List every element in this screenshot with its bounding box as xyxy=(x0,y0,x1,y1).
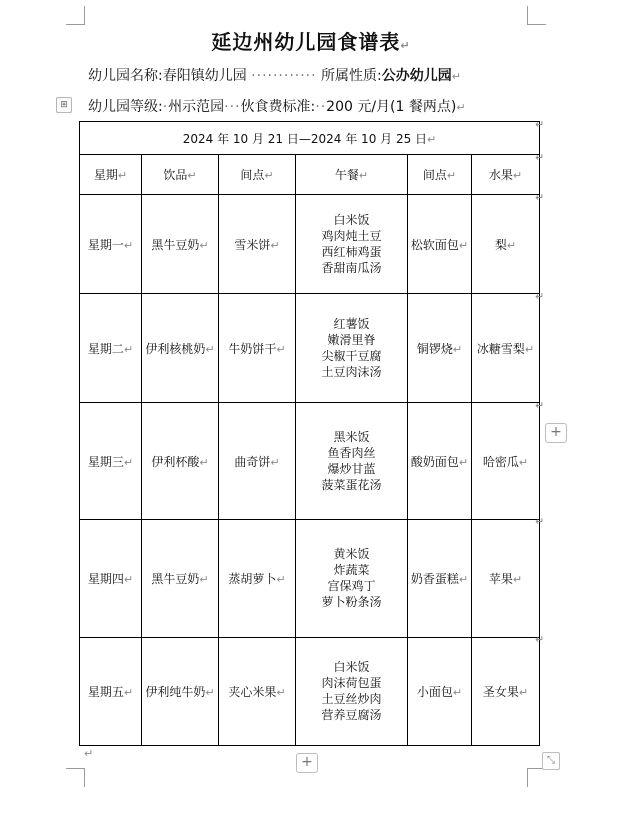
menu-table xyxy=(79,121,540,746)
lunch-cell: 白米饭 肉沫荷包蛋 土豆丝炒肉 营养豆腐汤 xyxy=(296,637,408,745)
row-end-mark: ↵ xyxy=(535,151,545,164)
row-end-mark: ↵ xyxy=(535,191,545,204)
fruit-cell: 苹果↵ xyxy=(472,519,540,637)
row-end-mark: ↵ xyxy=(535,118,545,131)
date-range-cell: 2024 年 10 月 21 日—2024 年 10 月 25 日↵ xyxy=(80,122,540,155)
snack-2-cell: 小面包↵ xyxy=(408,637,472,745)
header-lunch: 午餐↵ xyxy=(296,155,408,195)
snack-1-cell: 曲奇饼↵ xyxy=(219,403,296,519)
drink-cell: 黑牛豆奶↵ xyxy=(142,519,219,637)
table-resize-icon[interactable]: ⤡ xyxy=(542,752,560,770)
snack-2-cell: 铜锣烧↵ xyxy=(408,294,472,403)
crop-mark-top-left xyxy=(66,6,85,25)
fruit-cell: 梨↵ xyxy=(472,195,540,294)
crop-mark-bottom-left xyxy=(66,768,85,787)
day-cell: 星期三↵ xyxy=(80,403,142,519)
snack-1-cell: 夹心米果↵ xyxy=(219,637,296,745)
fruit-cell: 哈密瓜↵ xyxy=(472,403,540,519)
fee-label: 伙食费标准: xyxy=(240,99,316,115)
lunch-cell: 红薯饭 嫩滑里脊 尖椒干豆腐 土豆肉沫汤 xyxy=(296,294,408,403)
nature-label: 所属性质: xyxy=(321,68,382,84)
header-row xyxy=(80,155,540,195)
drink-cell: 伊利核桃奶↵ xyxy=(142,294,219,403)
snack-2-cell: 松软面包↵ xyxy=(408,195,472,294)
name-value: 春阳镇幼儿园 xyxy=(162,68,247,84)
drink-cell: 黑牛豆奶↵ xyxy=(142,195,219,294)
nature-value: 公办幼儿园 xyxy=(381,68,452,84)
table-row xyxy=(80,403,540,519)
header-day: 星期↵ xyxy=(80,155,142,195)
table-row xyxy=(80,519,540,637)
row-end-mark: ↵ xyxy=(535,399,545,412)
header-snack-1: 间点↵ xyxy=(219,155,296,195)
row-end-mark: ↵ xyxy=(535,515,545,528)
info-line-2: 幼儿园等级:·州示范园···伙食费标准:··200 元/月(1 餐两点)↵ xyxy=(88,99,466,115)
crop-mark-top-right xyxy=(527,6,546,25)
table-row xyxy=(80,294,540,403)
lunch-cell: 黑米饭 鱼香肉丝 爆炒甘蓝 菠菜蛋花汤 xyxy=(296,403,408,519)
table-move-icon[interactable]: ⊞ xyxy=(56,97,72,113)
header-drink: 饮品↵ xyxy=(142,155,219,195)
level-value: 州示范园 xyxy=(168,99,225,115)
snack-2-cell: 奶香蛋糕↵ xyxy=(408,519,472,637)
drink-cell: 伊利杯酸↵ xyxy=(142,403,219,519)
fruit-cell: 圣女果↵ xyxy=(472,637,540,745)
snack-1-cell: 牛奶饼干↵ xyxy=(219,294,296,403)
lunch-cell: 黄米饭 炸蔬菜 宫保鸡丁 萝卜粉条汤 xyxy=(296,519,408,637)
header-fruit: 水果↵ xyxy=(472,155,540,195)
lunch-cell: 白米饭 鸡肉炖土豆 西红柿鸡蛋 香甜南瓜汤 xyxy=(296,195,408,294)
level-label: 幼儿园等级: xyxy=(88,99,163,115)
header-snack-2: 间点↵ xyxy=(408,155,472,195)
add-column-button[interactable]: + xyxy=(545,423,567,443)
table-row xyxy=(80,195,540,294)
day-cell: 星期二↵ xyxy=(80,294,142,403)
snack-1-cell: 雪米饼↵ xyxy=(219,195,296,294)
day-cell: 星期四↵ xyxy=(80,519,142,637)
fee-value: 200 元/月(1 餐两点) xyxy=(326,99,457,115)
snack-1-cell: 蒸胡萝卜↵ xyxy=(219,519,296,637)
day-cell: 星期一↵ xyxy=(80,195,142,294)
row-end-mark: ↵ xyxy=(535,290,545,303)
paragraph-mark: ↵ xyxy=(84,747,94,760)
name-label: 幼儿园名称: xyxy=(88,68,163,84)
snack-2-cell: 酸奶面包↵ xyxy=(408,403,472,519)
table-row xyxy=(80,637,540,745)
add-row-button[interactable]: + xyxy=(296,753,318,773)
drink-cell: 伊利纯牛奶↵ xyxy=(142,637,219,745)
document-title: 延边州幼儿园食谱表↵ xyxy=(211,30,411,54)
fruit-cell: 冰糖雪梨↵ xyxy=(472,294,540,403)
crop-mark-bottom-right xyxy=(527,768,546,787)
day-cell: 星期五↵ xyxy=(80,637,142,745)
row-end-mark: ↵ xyxy=(535,633,545,646)
info-line-1: 幼儿园名称:春阳镇幼儿园 ············ 所属性质:公办幼儿园↵ xyxy=(88,68,461,84)
